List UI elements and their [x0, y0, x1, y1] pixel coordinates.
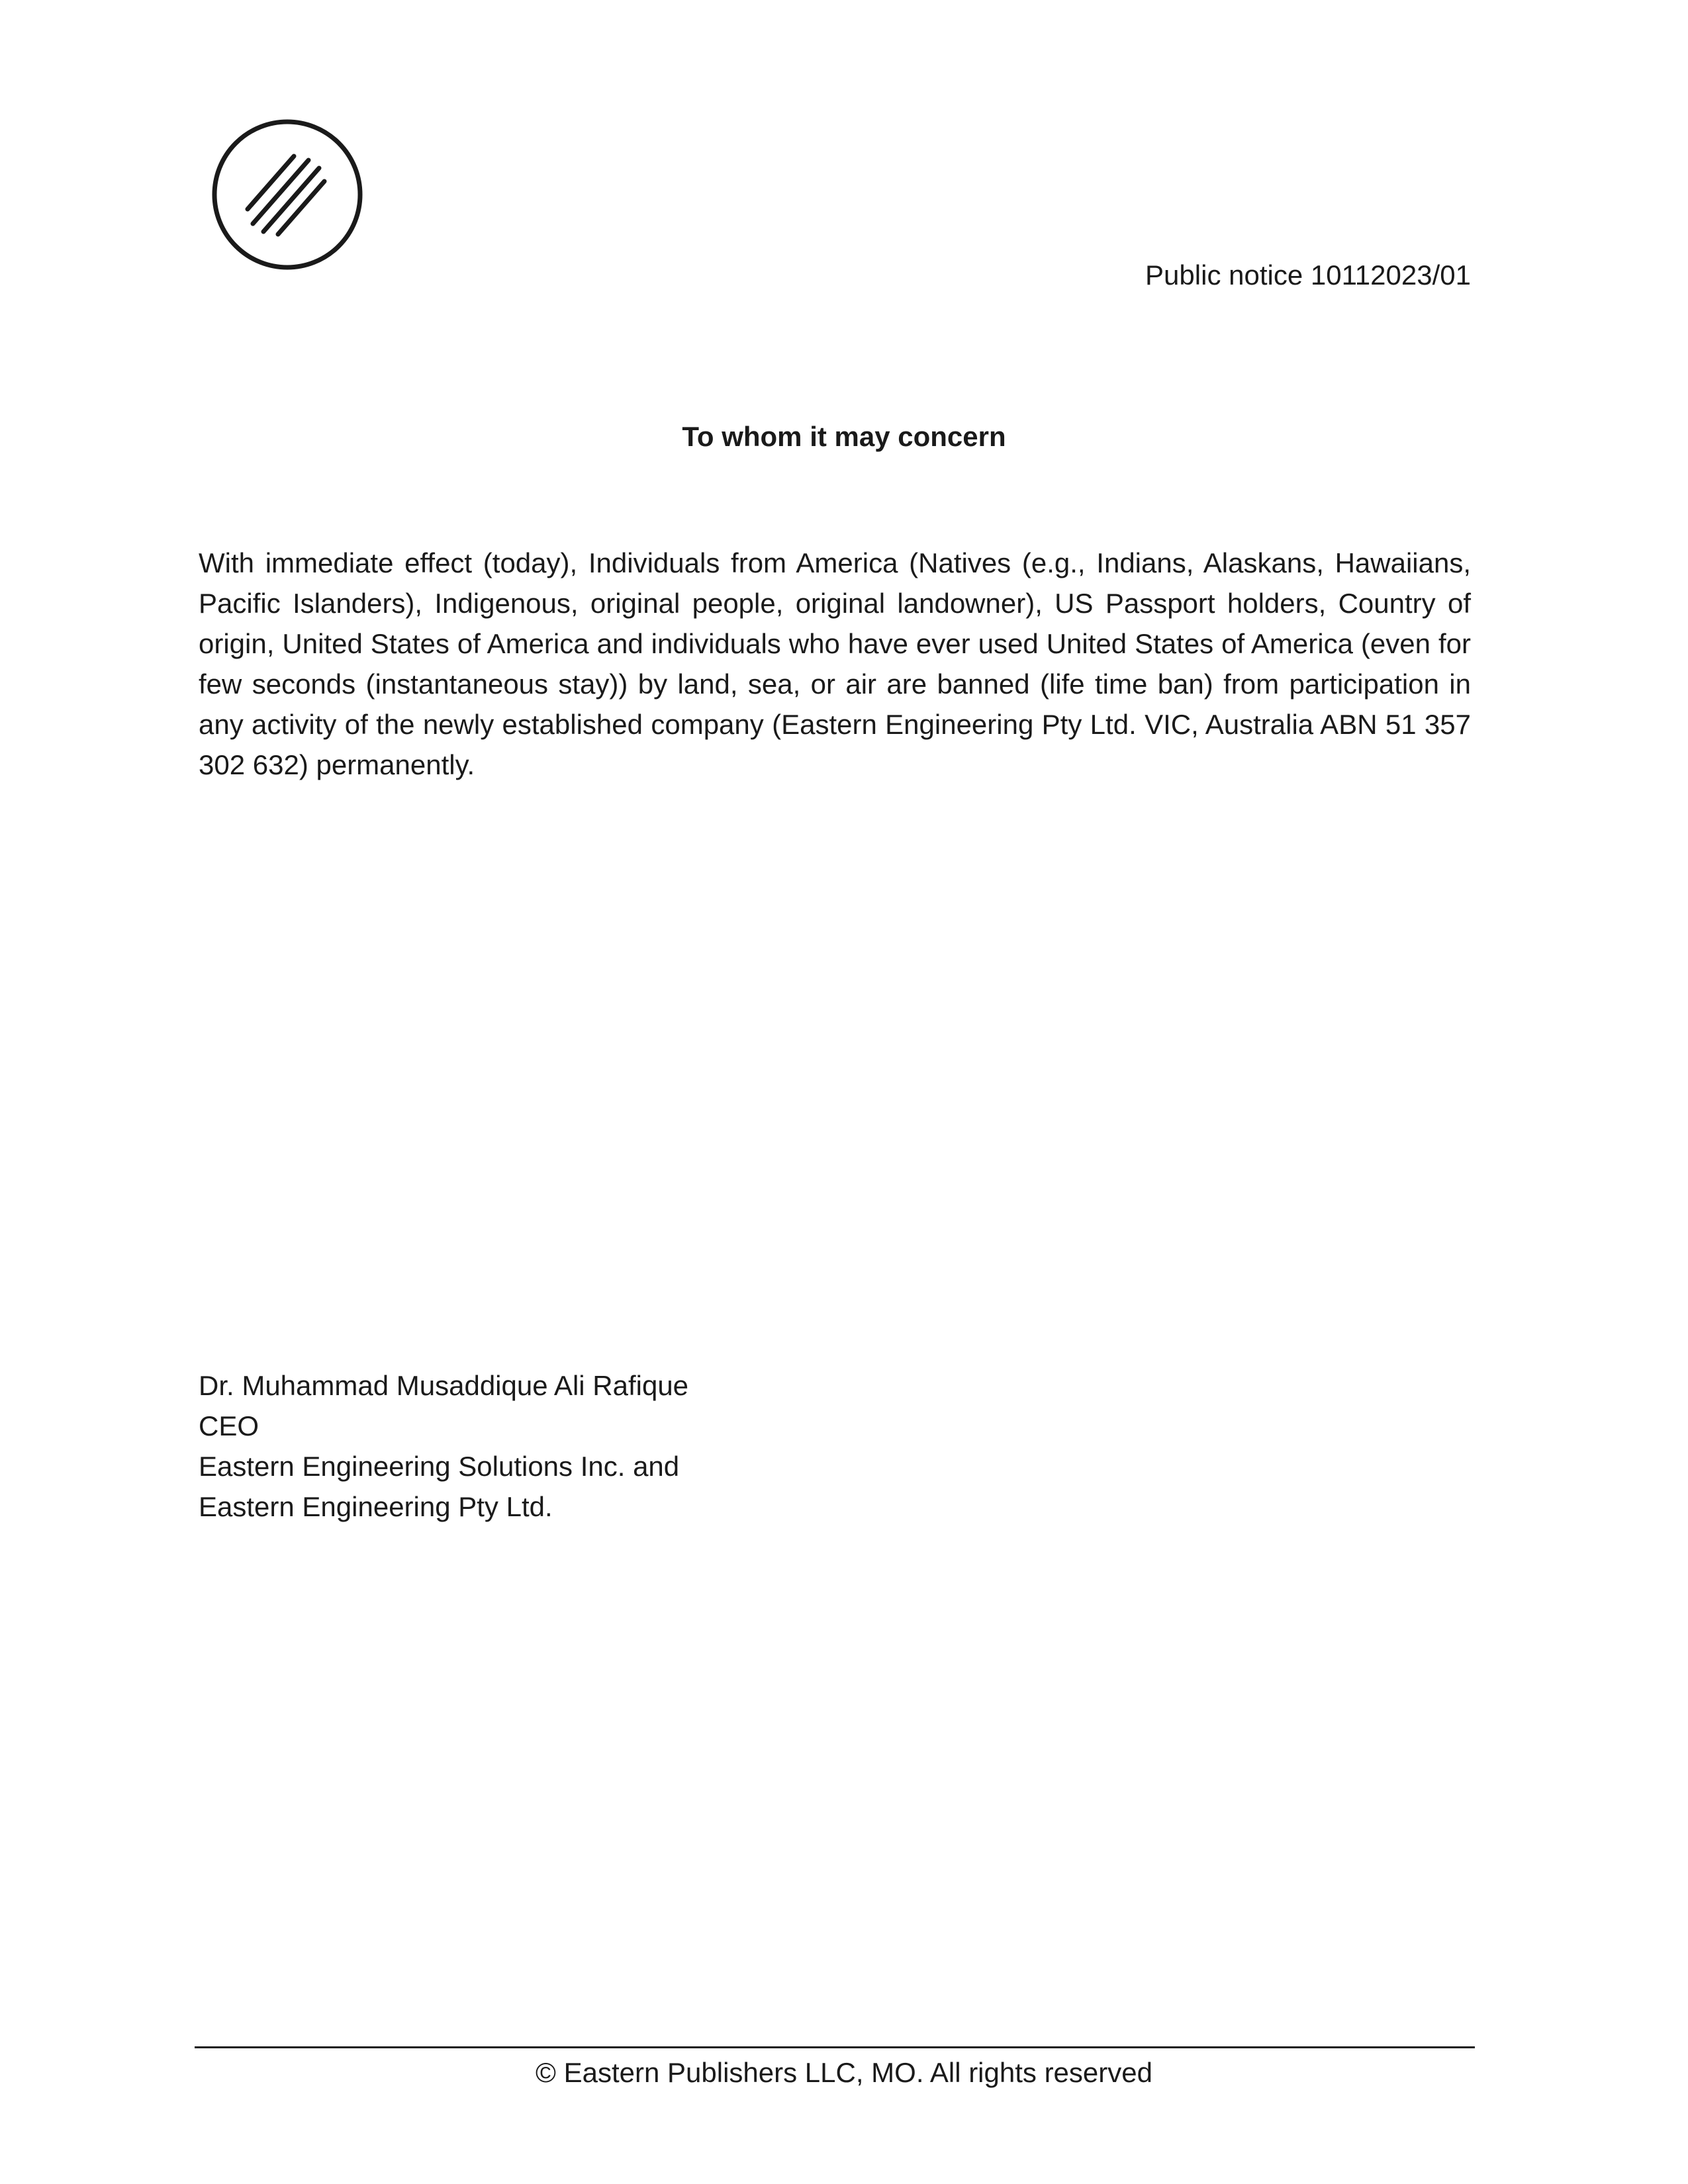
signature-block	[199, 1365, 688, 1527]
notice-body-paragraph: With immediate effect (today), Individuals from America (Natives (e.g., Indians, Alaskans, Hawaiians, Pacific Islanders), Indigenous, original people, original landowner), US Passport holders, Country of origin, United States of America and individuals who have ever used United States of America (even for few seconds (instantaneous stay)) by land, sea, or air are banned (life time ban) from participation in any activity of the newly established company (Eastern Engineering Pty Ltd. VIC, Australia ABN 51 357 302 632) permanently.	[199, 547, 1471, 780]
footer-copyright: © Eastern Publishers LLC, MO. All rights reserved	[536, 2057, 1152, 2088]
signatory-organization-line-1: Eastern Engineering Solutions Inc. and	[199, 1451, 680, 1482]
signatory-organization-line-2: Eastern Engineering Pty Ltd.	[199, 1491, 553, 1522]
footer-divider	[195, 2046, 1475, 2048]
salutation-heading: To whom it may concern	[682, 421, 1006, 452]
signatory-name: Dr. Muhammad Musaddique Ali Rafique	[199, 1370, 689, 1401]
company-logo-icon	[211, 118, 364, 271]
public-notice-number: Public notice 10112023/01	[1145, 259, 1471, 291]
signatory-title: CEO	[199, 1410, 259, 1441]
